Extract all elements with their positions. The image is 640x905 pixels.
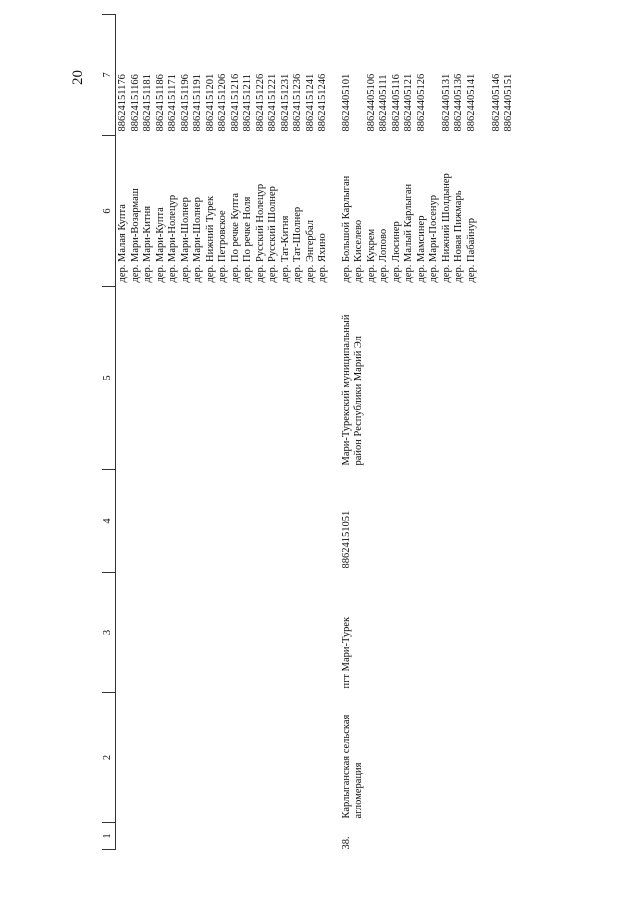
- settlement-name: дер. Русский Нолецур: [254, 183, 266, 283]
- settlement-code: 88624405141: [465, 73, 477, 132]
- center-name: пгт Мари-Турек: [340, 616, 352, 689]
- settlement-names: [116, 136, 331, 287]
- settlement-name: дер. Энгербал: [304, 220, 316, 283]
- col-header-3: 3: [102, 573, 116, 693]
- rotated-page: [70, 50, 622, 850]
- settlement-code: 88624405146: [490, 73, 502, 132]
- settlement-name: дер. Тат-Китня: [279, 215, 291, 283]
- settlement-code: 88624405151: [503, 73, 514, 132]
- settlement-code: 88624151211: [242, 74, 253, 132]
- settlement-code: 88624151176: [117, 74, 128, 132]
- settlement-name: дер. Новая Пижмарь: [453, 190, 464, 283]
- settlement-name: дер. Люсинер: [390, 221, 402, 283]
- settlement-code: 88624151186: [154, 74, 166, 132]
- settlement-name: дер. Мари-Шолнер: [179, 197, 191, 283]
- settlement-name: дер. Мари-Нолецур: [167, 194, 178, 283]
- settlement-name: дер. Малый Карлыган: [403, 183, 414, 283]
- col-header-1: 1: [102, 823, 116, 850]
- settlement-name: дер. Мари-Возармаш: [129, 188, 141, 283]
- settlement-name: дер. Яхино: [317, 233, 328, 283]
- settlement-name: дер. Петровское: [217, 210, 228, 283]
- col-header-6: 6: [102, 136, 116, 287]
- settlement-code: 88624405111: [378, 74, 389, 132]
- settlement-name: дер. Большой Карлыган: [340, 175, 352, 283]
- settlement-code: 88624405121: [403, 73, 414, 132]
- settlement-name: дер. Тат-Шолнер: [292, 206, 303, 283]
- settlement-code: 88624405116: [390, 74, 402, 132]
- settlement-code: 88624405101: [340, 73, 352, 132]
- settlements-table: [102, 14, 517, 850]
- settlement-code: 88624151231: [279, 73, 291, 132]
- settlement-codes: [116, 15, 331, 136]
- settlement-code: 88624405131: [440, 73, 452, 132]
- settlement-code: 88624151221: [267, 73, 278, 132]
- settlement-code: 88624151226: [254, 73, 266, 132]
- agglomeration-name: Карлыганская сельская агломерация: [340, 714, 364, 819]
- settlement-name: дер. Мари-Посенур: [428, 194, 439, 283]
- settlement-code: 88624151246: [317, 73, 328, 132]
- settlement-name: дер. Кукрем: [365, 228, 377, 283]
- settlement-name: дер. Мари-Шолнер: [192, 197, 203, 283]
- settlement-code: 88624151216: [229, 73, 241, 132]
- settlement-name: дер. По речке Купта: [229, 193, 241, 283]
- table-row-38: [331, 15, 517, 850]
- settlement-code: 88624405126: [415, 73, 427, 132]
- settlement-code: 88624151196: [179, 74, 191, 132]
- col-header-4: 4: [102, 470, 116, 573]
- settlement-code: 88624151191: [192, 74, 203, 132]
- table-header-row: [102, 15, 116, 850]
- settlement-name: дер. По речке Ноля: [242, 196, 253, 283]
- col-header-7: 7: [102, 15, 116, 136]
- settlement-name: дер. Мари-Китня: [142, 205, 153, 283]
- row-number: 38.: [340, 836, 352, 850]
- agglomeration-settlement-codes: [331, 15, 517, 136]
- settlement-code: 88624151201: [204, 73, 216, 132]
- settlement-code: 88624151241: [304, 73, 316, 132]
- settlement-code: 88624405136: [453, 73, 464, 132]
- settlement-code: 88624151206: [217, 73, 228, 132]
- settlement-code: 88624405106: [365, 73, 377, 132]
- settlement-name: дер. Мамсинер: [415, 215, 427, 283]
- settlement-code: 88624151166: [129, 74, 141, 132]
- table-row-continuation: [116, 15, 331, 850]
- settlement-name: дер. Киселево: [353, 219, 364, 283]
- settlement-name: дер. Лопово: [378, 228, 389, 283]
- settlement-name: дер. Русский Шолнер: [267, 186, 278, 283]
- page-number: 20: [70, 70, 86, 85]
- settlement-code: 88624151181: [142, 74, 153, 132]
- settlement-code: 88624151236: [292, 73, 303, 132]
- settlement-name: дер. Нижний Турек: [204, 195, 216, 283]
- col-header-2: 2: [102, 693, 116, 823]
- settlement-name: дер. Пабайнур: [465, 218, 477, 283]
- settlement-name: дер. Нижний Шолдынер: [440, 173, 452, 283]
- settlement-code: 88624151171: [167, 74, 178, 132]
- col-header-5: 5: [102, 287, 116, 470]
- settlement-name: дер. Мари-Купта: [154, 207, 166, 283]
- agglomeration-settlement-names: [331, 136, 517, 287]
- center-code: 88624151051: [340, 510, 352, 569]
- settlement-name: дер. Малая Купта: [117, 204, 128, 283]
- district-name: Мари-Турекский муниципальный район Республики Марий Эл: [340, 314, 364, 466]
